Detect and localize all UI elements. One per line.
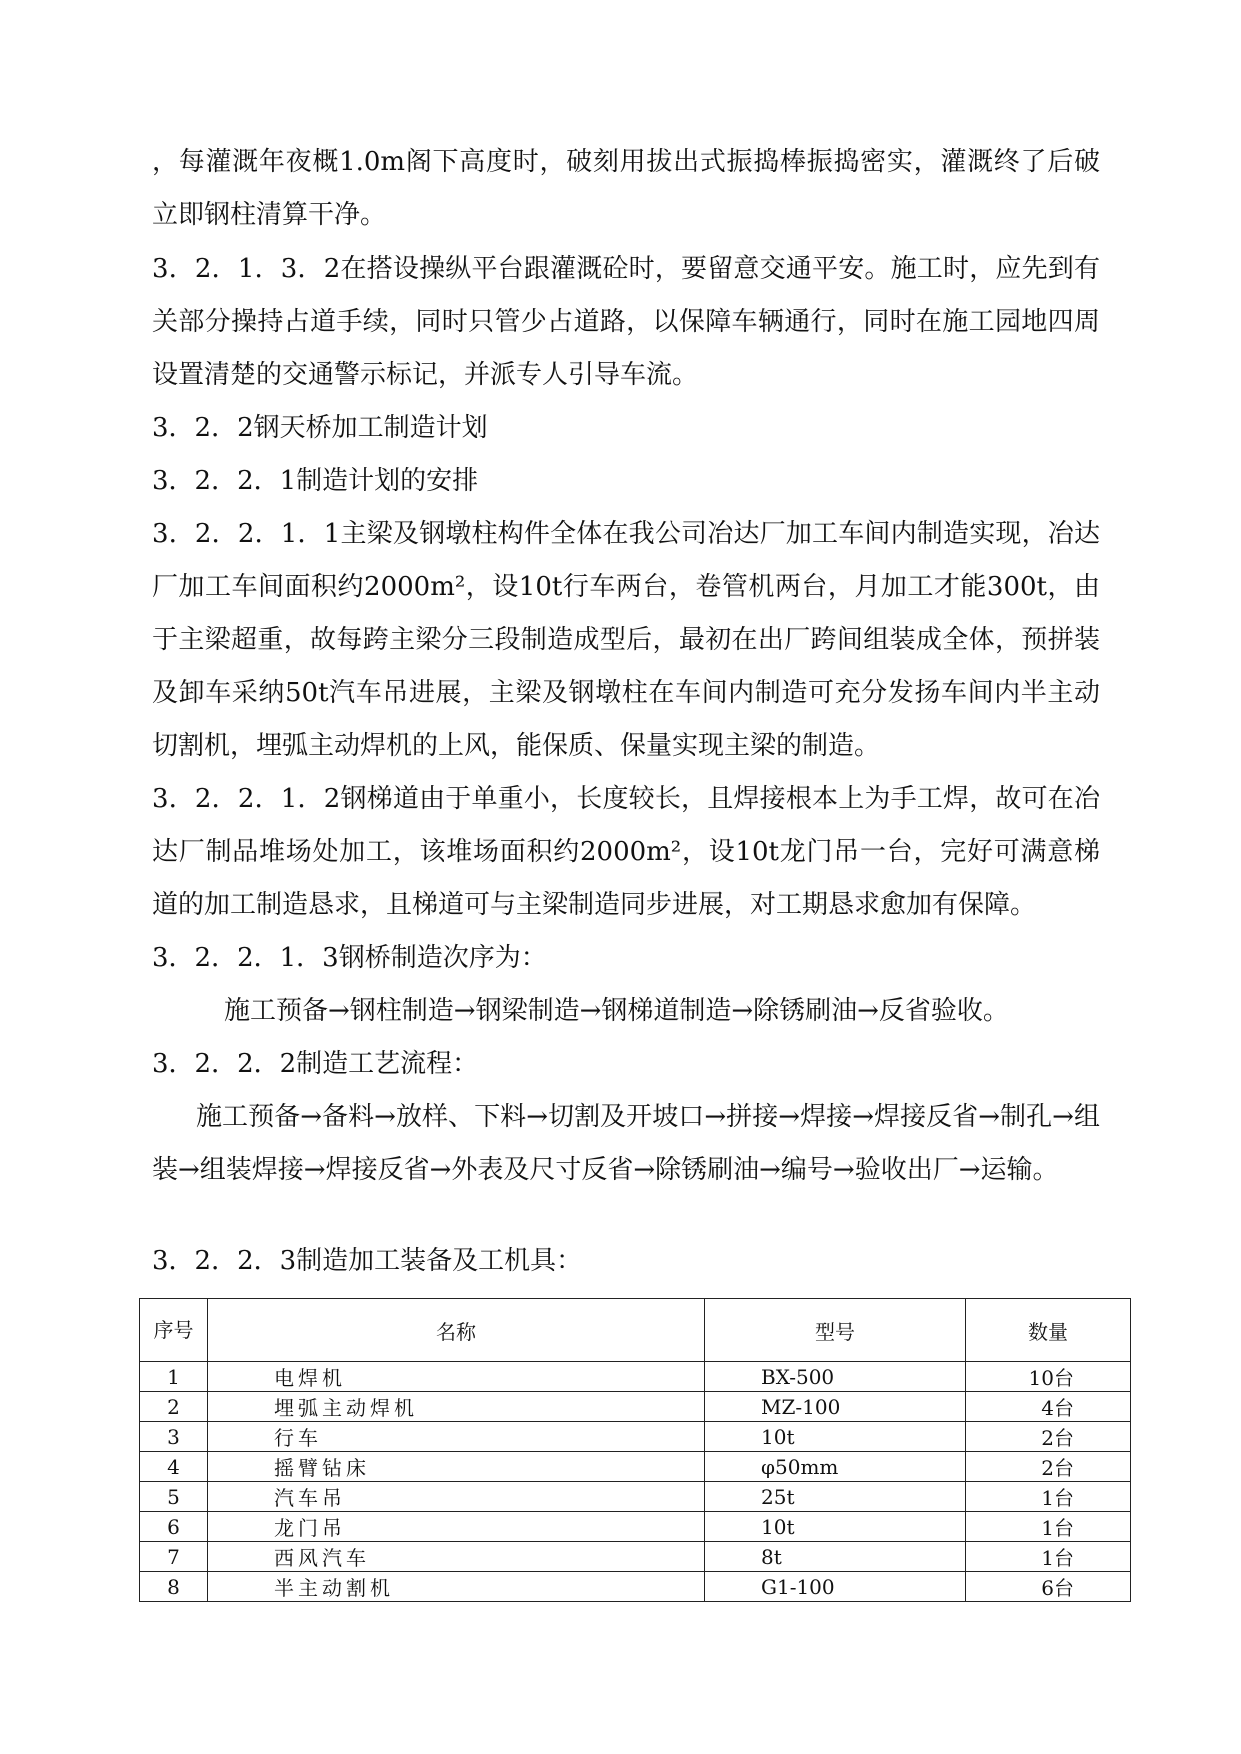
heading-fabrication-plan: 3．2．2钢天桥加工制造计划 bbox=[152, 413, 488, 443]
cell-model: BX-500 bbox=[705, 1362, 966, 1392]
heading-equipment: 3．2．2．3制造加工装备及工机具： bbox=[152, 1246, 583, 1276]
cell-name: 行车 bbox=[208, 1422, 705, 1452]
cell-no: 2 bbox=[140, 1392, 208, 1422]
equipment-table bbox=[139, 1298, 1131, 1602]
cell-no: 6 bbox=[140, 1512, 208, 1542]
cell-model: 10t bbox=[705, 1512, 966, 1542]
cell-model: MZ-100 bbox=[705, 1392, 966, 1422]
cell-model: φ50mm bbox=[705, 1452, 966, 1482]
cell-qty: 6台 bbox=[966, 1572, 1131, 1602]
header-model: 型号 bbox=[705, 1299, 966, 1362]
paragraph-main-beam-workshop: 3．2．2．1．1主梁及钢墩柱构件全体在我公司冶达厂加工车间内制造实现，冶达厂加工车间面积约2000m²，设10t行车两台，卷管机两台，月加工才能300t，由于主梁超重，故每跨主梁分三段制造成型后，最初在出厂跨间组装成全体，预拼装及卸车采纳50t汽车吊进展，主梁及钢墩柱在车间内制造可充分发扬车间内半主动切割机，埋弧主动焊机的上风，能保质、保量实现主梁的制造。 bbox=[152, 519, 1100, 761]
cell-model: 10t bbox=[705, 1422, 966, 1452]
cell-qty: 4台 bbox=[966, 1392, 1131, 1422]
header-name: 名称 bbox=[208, 1299, 705, 1362]
cell-qty: 2台 bbox=[966, 1422, 1131, 1452]
cell-name: 摇臂钻床 bbox=[208, 1452, 705, 1482]
cell-qty: 2台 bbox=[966, 1452, 1131, 1482]
table-row bbox=[140, 1392, 1131, 1422]
cell-name: 埋弧主动焊机 bbox=[208, 1392, 705, 1422]
cell-qty: 1台 bbox=[966, 1512, 1131, 1542]
cell-qty: 10台 bbox=[966, 1362, 1131, 1392]
table-row bbox=[140, 1362, 1131, 1392]
header-no: 序号 bbox=[140, 1299, 208, 1362]
cell-no: 5 bbox=[140, 1482, 208, 1512]
paragraph-pour-vibrate: ，每灌溉年夜概1.0m阁下高度时，破刻用拔出式振捣棒振捣密实，灌溉终了后破立即钢柱清算干净。 bbox=[152, 147, 1100, 230]
cell-no: 7 bbox=[140, 1542, 208, 1572]
cell-no: 3 bbox=[140, 1422, 208, 1452]
paragraph-steel-stairway: 3．2．2．1．2钢梯道由于单重小，长度较长，且焊接根本上为手工焊，故可在冶达厂制品堆场处加工，该堆场面积约2000m²，设10t龙门吊一台，完好可满意梯道的加工制造恳求，且梯道可与主梁制造同步进展，对工期恳求愈加有保障。 bbox=[152, 784, 1100, 920]
table-row bbox=[140, 1482, 1131, 1512]
cell-name: 汽车吊 bbox=[208, 1482, 705, 1512]
cell-model: 25t bbox=[705, 1482, 966, 1512]
cell-qty: 1台 bbox=[966, 1542, 1131, 1572]
heading-process-flow: 3．2．2．2制造工艺流程： bbox=[152, 1049, 479, 1079]
cell-name: 电焊机 bbox=[208, 1362, 705, 1392]
cell-no: 4 bbox=[140, 1452, 208, 1482]
paragraph-process-flow: 施工预备→备料→放样、下料→切割及开坡口→拼接→焊接→焊接反省→制孔→组装→组装焊接→焊接反省→外表及尺寸反省→除锈刷油→编号→验收出厂→运输。 bbox=[152, 1102, 1100, 1185]
header-qty: 数量 bbox=[966, 1299, 1131, 1362]
heading-fabrication-arrangement: 3．2．2．1制造计划的安排 bbox=[152, 466, 479, 496]
cell-no: 8 bbox=[140, 1572, 208, 1602]
cell-name: 龙门吊 bbox=[208, 1512, 705, 1542]
cell-no: 1 bbox=[140, 1362, 208, 1392]
table-row bbox=[140, 1572, 1131, 1602]
paragraph-fabrication-order-flow: 施工预备→钢柱制造→钢梁制造→钢梯道制造→除锈刷油→反省验收。 bbox=[224, 996, 1009, 1026]
table-header-row bbox=[140, 1299, 1131, 1362]
cell-model: G1-100 bbox=[705, 1572, 966, 1602]
cell-name: 西风汽车 bbox=[208, 1542, 705, 1572]
paragraph-traffic-safety: 3．2．1．3．2在搭设操纵平台跟灌溉砼时，要留意交通平安。施工时，应先到有关部分操持占道手续，同时只管少占道路，以保障车辆通行，同时在施工园地四周设置清楚的交通警示标记，并派专人引导车流。 bbox=[152, 254, 1100, 390]
heading-fabrication-order: 3．2．2．1．3钢桥制造次序为： bbox=[152, 943, 547, 973]
table-row bbox=[140, 1542, 1131, 1572]
table-row bbox=[140, 1452, 1131, 1482]
cell-name: 半主动割机 bbox=[208, 1572, 705, 1602]
table-row bbox=[140, 1512, 1131, 1542]
cell-model: 8t bbox=[705, 1542, 966, 1572]
table-row bbox=[140, 1422, 1131, 1452]
cell-qty: 1台 bbox=[966, 1482, 1131, 1512]
